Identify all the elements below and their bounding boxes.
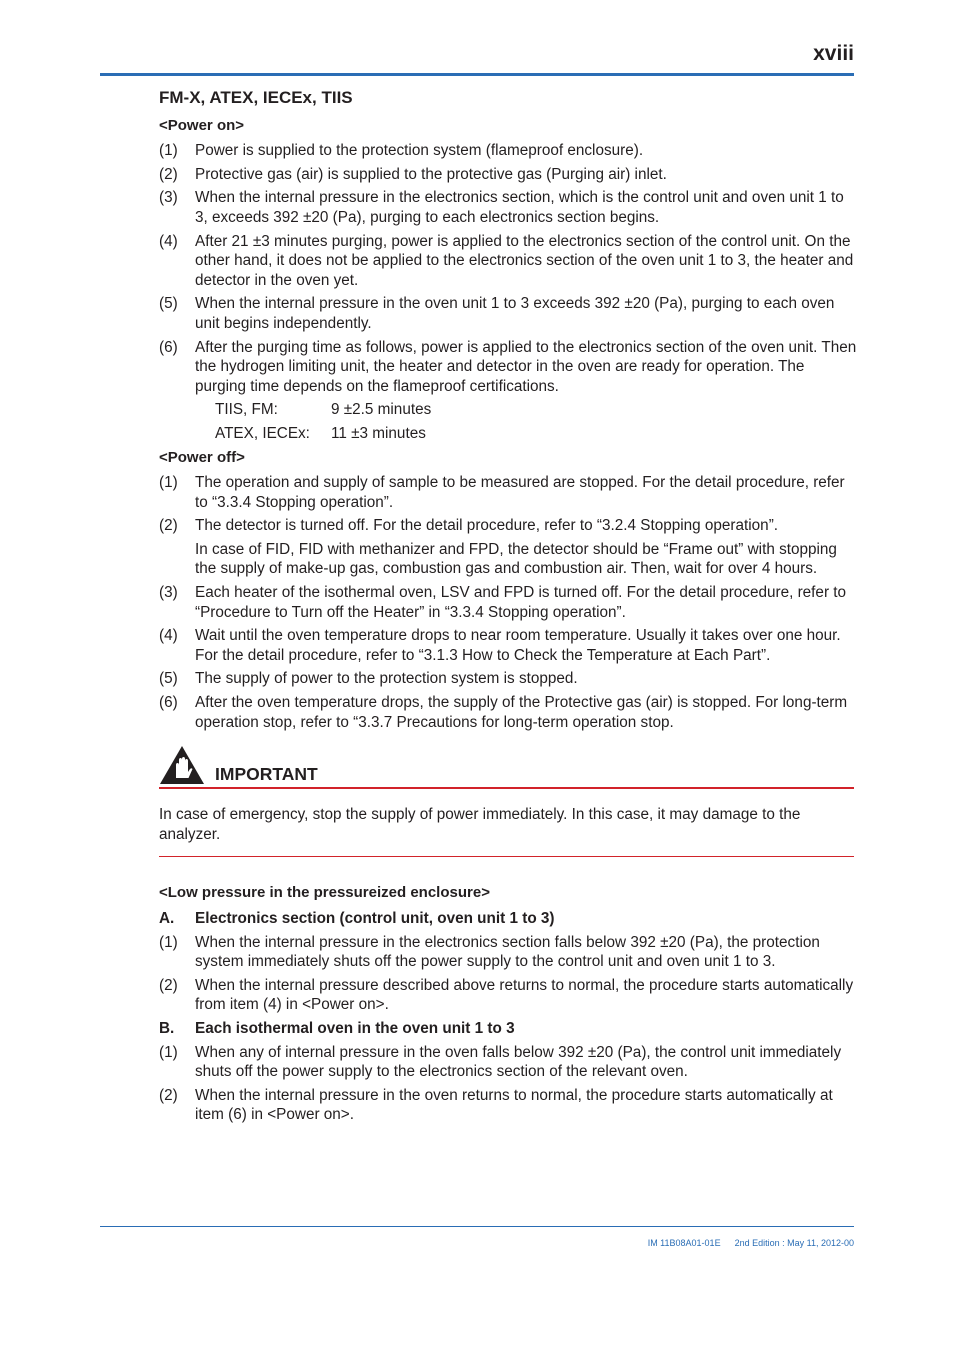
low-pressure-title: <Low pressure in the pressureized enclosure> (159, 884, 490, 902)
list-item (159, 294, 859, 333)
section-heading: FM-X, ATEX, IECEx, TIIS (159, 88, 353, 107)
item-text: Wait until the oven temperature drops to near room temperature. Usually it takes over one hour. For the detail procedure, refer to “3.1.3 How to Check the Temperature at Each Part”. (195, 627, 841, 664)
item-number: (5) (159, 295, 178, 313)
section-a-heading (159, 909, 859, 929)
purge-time-value: 9 ±2.5 minutes (331, 401, 432, 419)
item-text: Each heater of the isothermal oven, LSV and FPD is turned off. For the detail procedure, refer to “Procedure to Turn off the Heater” in “3.3.4 Stopping operation”. (195, 584, 847, 621)
item-text: Protective gas (air) is supplied to the protective gas (Purging air) inlet. (195, 165, 667, 183)
item-number: (4) (159, 627, 178, 645)
item-note: In case of FID, FID with methanizer and FPD, the detector should be “Frame out” with stopping the supply of make-up gas, combustion gas and combustion air. Then, wait for over 4 hours. (195, 540, 837, 578)
list-item (159, 516, 859, 536)
list-item (159, 141, 859, 161)
list-item (159, 626, 859, 665)
item-number: (1) (159, 933, 178, 951)
list-item (159, 232, 859, 291)
list-item (159, 188, 859, 227)
item-text: When any of internal pressure in the oven falls below 392 ±20 (Pa), the control unit immediately shuts off the power supply to the electronics section of the relevant oven. (195, 1043, 842, 1081)
item-number: (2) (159, 165, 178, 183)
purge-time-value: 11 ±3 minutes (331, 424, 426, 442)
important-bottom-rule (159, 856, 854, 857)
hand-stop-warning-icon (159, 745, 205, 785)
item-number: (3) (159, 189, 178, 207)
important-top-rule (159, 787, 854, 789)
header-rule (100, 73, 854, 76)
list-item (159, 1086, 859, 1125)
item-number: (6) (159, 694, 178, 712)
item-text: After 21 ±3 minutes purging, power is applied to the electronics section of the control unit. On the other hand, it does not be applied to the electronics section of the oven unit 1 to 3, the heater and detector in the oven yet. (195, 232, 854, 289)
list-item (159, 1043, 859, 1082)
item-text: When the internal pressure in the oven unit 1 to 3 exceeds 392 ±20 (Pa), purging to each oven unit begins independently. (195, 295, 835, 332)
power-off-title: <Power off> (159, 448, 245, 466)
purge-time-label: TIIS, FM: (215, 401, 278, 419)
item-text: When the internal pressure in the electronics section falls below 392 ±20 (Pa), the protection system immediately shuts off the power supply to the control unit and oven unit 1 to 3. (195, 933, 820, 971)
item-text: After the oven temperature drops, the supply of the Protective gas (air) is stopped. For long-term operation stop, refer to “3.3.7 Precautions for long-term operation stop. (195, 694, 848, 731)
section-letter: B. (159, 1019, 175, 1037)
list-item (159, 976, 859, 1015)
purge-time-label: ATEX, IECEx: (215, 424, 310, 442)
item-number: (1) (159, 474, 178, 492)
item-number: (2) (159, 1086, 178, 1104)
item-number: (6) (159, 338, 178, 356)
item-number: (1) (159, 1043, 178, 1061)
section-b-heading (159, 1019, 859, 1039)
list-item (159, 693, 859, 732)
section-title: Electronics section (control unit, oven unit 1 to 3) (195, 910, 555, 927)
power-on-title: <Power on> (159, 116, 245, 134)
important-text: In case of emergency, stop the supply of power immediately. In this case, it may damage to the analyzer. (159, 806, 801, 843)
footer-rule (100, 1226, 854, 1227)
item-text: When the internal pressure in the electronics section, which is the control unit and oven unit 1 to 3, exceeds 392 ±20 (Pa), purging to each electronics section begins. (195, 189, 844, 226)
item-text: Power is supplied to the protection system (flameproof enclosure). (195, 142, 644, 160)
section-title: Each isothermal oven in the oven unit 1 to 3 (195, 1019, 515, 1037)
item-text: The operation and supply of sample to be measured are stopped. For the detail procedure, refer to “3.3.4 Stopping operation”. (195, 474, 845, 511)
section-letter: A. (159, 910, 175, 927)
important-title: IMPORTANT (215, 763, 318, 784)
page-number: xviii (813, 42, 854, 65)
footer-doc-id: IM 11B08A01-01E (647, 1238, 721, 1248)
item-text: The detector is turned off. For the detail procedure, refer to “3.2.4 Stopping operation”. (195, 517, 779, 535)
item-text: When the internal pressure described above returns to normal, the procedure starts automatically from item (4) in <Power on>. (195, 976, 854, 1014)
item-text: The supply of power to the protection system is stopped. (195, 670, 578, 688)
purge-time-row (215, 400, 859, 420)
important-header (159, 745, 859, 785)
item-number: (5) (159, 670, 178, 688)
list-item (159, 933, 859, 972)
list-item (159, 165, 859, 185)
item-text: After the purging time as follows, power is applied to the electronics section of the oven unit. Then the hydrogen limiting unit, the heater and detector in the oven are ready for operation. The purging time depends on the flameproof certifications. (195, 338, 857, 395)
list-item (159, 338, 859, 397)
item-number: (1) (159, 142, 178, 160)
main-content (159, 88, 859, 1129)
footer (648, 1238, 854, 1248)
footer-edition: 2nd Edition : May 11, 2012-00 (734, 1238, 854, 1248)
item-text: When the internal pressure in the oven returns to normal, the procedure starts automatically at item (6) in <Power on>. (195, 1086, 833, 1124)
item-number: (3) (159, 584, 178, 602)
item-number: (2) (159, 517, 178, 535)
purge-time-row (215, 424, 859, 444)
list-item (159, 473, 859, 512)
list-item (159, 583, 859, 622)
item-number: (4) (159, 232, 178, 250)
list-item (159, 669, 859, 689)
item-number: (2) (159, 976, 178, 994)
